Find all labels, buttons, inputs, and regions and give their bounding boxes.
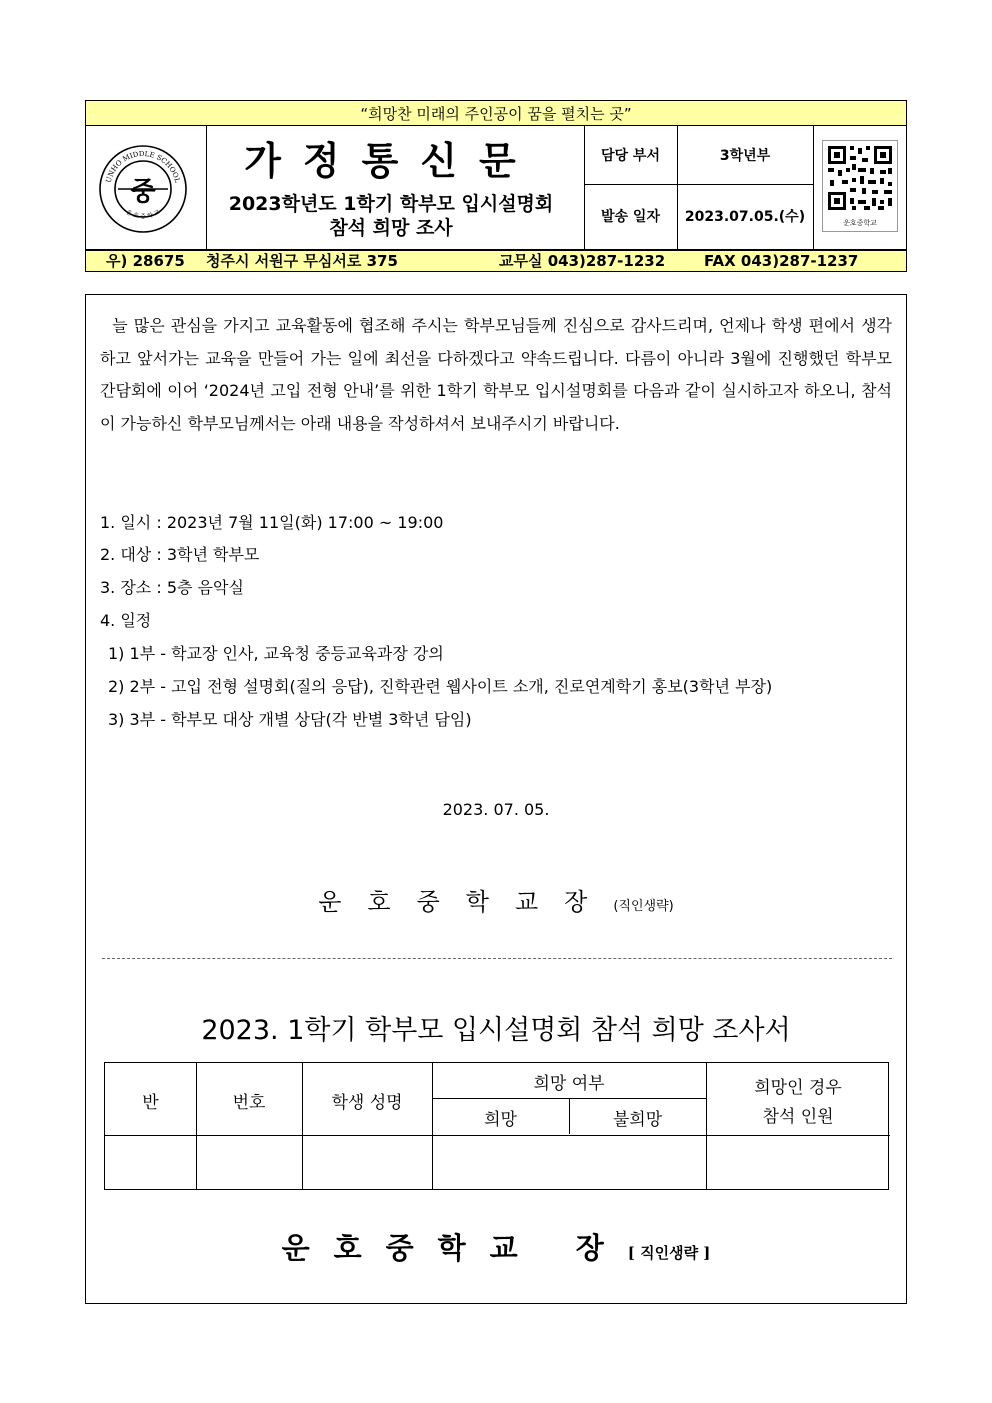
postal-code: 우) 28675 bbox=[106, 252, 185, 270]
input-number[interactable] bbox=[197, 1136, 302, 1190]
input-class[interactable] bbox=[105, 1136, 196, 1190]
slogan-text: “희망찬 미래의 주인공이 꿈을 펼치는 곳” bbox=[360, 105, 632, 123]
school-logo bbox=[98, 144, 188, 234]
form-signature-note: [ 직인생략 ] bbox=[627, 1244, 711, 1262]
item-schedule: 4. 일정 bbox=[100, 611, 152, 630]
qr-caption: 운호중학교 bbox=[843, 219, 877, 227]
input-student-name[interactable] bbox=[303, 1136, 432, 1190]
date-value: 2023.07.05.(수) bbox=[684, 209, 806, 225]
signature-note: (직인생략) bbox=[613, 899, 674, 914]
header-student-name: 학생 성명 bbox=[331, 1093, 403, 1113]
item-datetime: 1. 일시 : 2023년 7월 11일(화) 17:00 ~ 19:00 bbox=[100, 513, 444, 532]
input-attendees[interactable] bbox=[707, 1136, 889, 1190]
address-bar bbox=[85, 250, 907, 272]
street-address: 청주시 서원구 무심서로 375 bbox=[206, 252, 398, 270]
newsletter-header bbox=[85, 126, 907, 250]
intro-paragraph bbox=[100, 310, 892, 440]
schedule-part-1: 1) 1부 - 학교장 인사, 교육청 중등교육과장 강의 bbox=[108, 644, 444, 663]
schedule-part-3: 3) 3부 - 학부모 대상 개별 상담(각 반별 3학년 담임) bbox=[108, 710, 472, 729]
cut-line bbox=[102, 958, 892, 959]
logo-text-top: UNHO MIDDLE SCHOOL bbox=[104, 149, 182, 184]
item-target: 2. 대상 : 3학년 학부모 bbox=[100, 545, 260, 564]
office-phone: 교무실 043)287-1232 bbox=[499, 252, 666, 270]
header-class: 반 bbox=[142, 1093, 159, 1113]
newsletter-title: 가정통신문 bbox=[244, 138, 538, 183]
logo-glyph: 중 bbox=[130, 177, 156, 207]
dept-value: 3학년부 bbox=[719, 148, 771, 164]
slogan-bar bbox=[85, 100, 907, 126]
header-number: 번호 bbox=[232, 1093, 266, 1113]
newsletter-subtitle bbox=[196, 192, 586, 240]
header-attendees-2: 참석 인원 bbox=[762, 1107, 834, 1127]
intro-text: 늘 많은 관심을 가지고 교육활동에 협조해 주시는 학부모님들께 진심으로 감사드리며, 언제나 학생 편에서 생각하고 앞서가는 교육을 만들어 가는 일에 최선을 다하겠다고 약속드립니다. 다름이 아니라 3월에 진행했던 학부모 간담회에 이어 ‘2024년 고입 전형 안내’를 위한 1학기 학부모 입시설명회를 다음과 같이 실시하고자 하오니, 참석이 가능하신 학부모님께서는 아래 내용을 작성하셔서 보내주시기 바랍니다. bbox=[100, 316, 892, 433]
header-wish-yes: 희망 bbox=[484, 1110, 517, 1130]
fax-number: FAX 043)287-1237 bbox=[704, 252, 859, 270]
subtitle-line-1: 2023학년도 1학기 학부모 입시설명회 bbox=[228, 193, 554, 215]
qr-code[interactable] bbox=[822, 140, 898, 232]
schedule-part-2: 2) 2부 - 고입 전형 설명회(질의 응답), 진학관련 웹사이트 소개, 진로연계학기 홍보(3학년 부장) bbox=[108, 677, 773, 696]
svg-text:운 호 중 학 교 bbox=[125, 209, 162, 221]
input-wish-no[interactable] bbox=[570, 1136, 706, 1190]
input-wish-yes[interactable] bbox=[433, 1136, 569, 1190]
letter-date: 2023. 07. 05. bbox=[442, 800, 550, 819]
form-signature-name: 운호중학교 장 bbox=[281, 1231, 628, 1265]
header-wish: 희망 여부 bbox=[533, 1074, 605, 1094]
form-title: 2023. 1학기 학부모 입시설명회 참석 희망 조사서 bbox=[201, 1015, 791, 1046]
item-location: 3. 장소 : 5층 음악실 bbox=[100, 578, 244, 597]
header-wish-no: 불희망 bbox=[612, 1110, 663, 1130]
signature-name: 운호중학교장 bbox=[318, 888, 614, 916]
principal-signature bbox=[0, 882, 992, 917]
survey-table bbox=[104, 1062, 889, 1190]
subtitle-line-2: 참석 희망 조사 bbox=[329, 217, 453, 239]
date-label: 발송 일자 bbox=[601, 209, 660, 225]
header-attendees-1: 희망인 경우 bbox=[754, 1078, 842, 1098]
form-signature bbox=[0, 1226, 992, 1267]
dept-label: 담당 부서 bbox=[601, 148, 660, 164]
logo-text-bottom: 운 호 중 학 교 bbox=[124, 208, 162, 221]
